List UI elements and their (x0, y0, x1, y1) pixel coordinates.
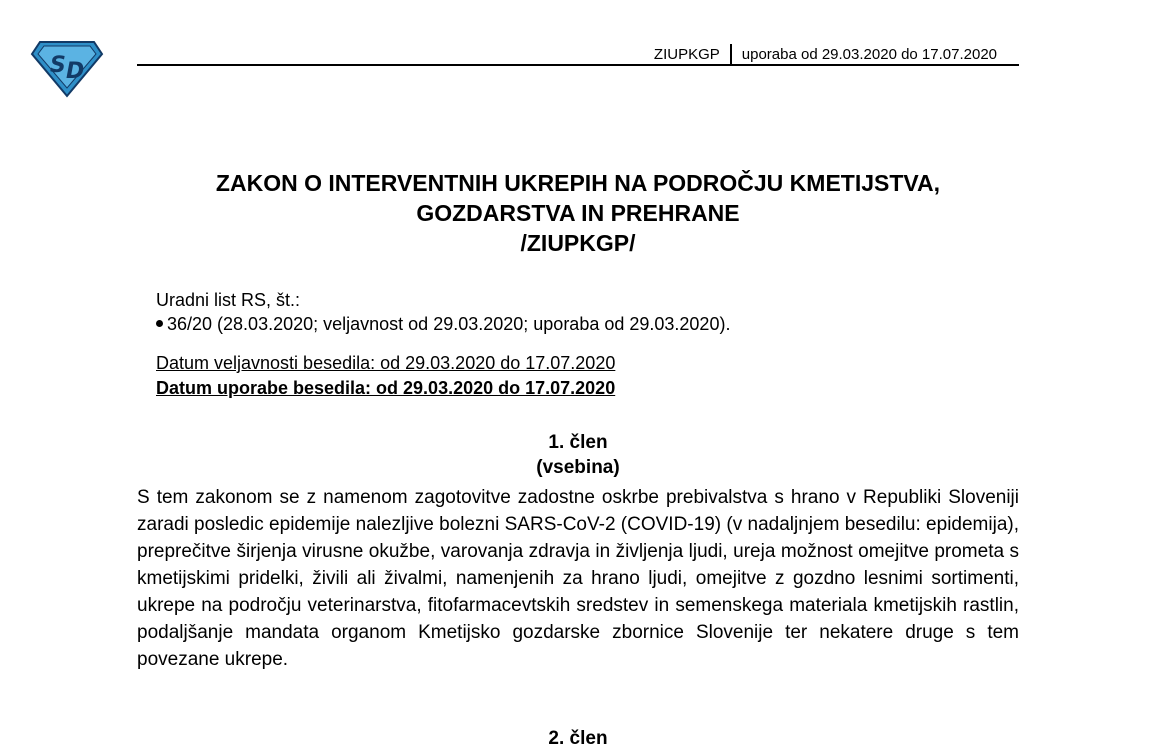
article-2-header (137, 726, 1019, 751)
gazette-label: Uradni list RS, št.: (156, 290, 301, 310)
article-number: 1. člen (548, 432, 608, 453)
usage-date: Datum uporabe besedila: od 29.03.2020 do 17.07.2020 (156, 378, 616, 398)
article-1-header (137, 430, 1019, 480)
title-line-2: GOZDARSTVA IN PREHRANE (416, 200, 740, 226)
logo-s: S (50, 53, 66, 78)
gazette-item (156, 312, 730, 336)
logo-d: D (66, 59, 85, 84)
header-rule (137, 64, 1019, 66)
header-separator (730, 44, 732, 64)
law-title (137, 168, 1019, 258)
article-number: 2. člen (548, 728, 608, 749)
gazette-block (156, 288, 730, 336)
validity-date: Datum veljavnosti besedila: od 29.03.2020 do 17.07.2020 (156, 353, 616, 373)
dates-block (156, 351, 615, 401)
title-abbrev: /ZIUPKGP/ (520, 230, 636, 256)
article-heading: (vsebina) (536, 457, 620, 478)
header-abbrev: ZIUPKGP (653, 45, 720, 63)
article-1-text: S tem zakonom se z namenom zagotovitve zadostne oskrbe prebivalstva s hrano v Republiki Sloveniji zaradi posledic epidemije nalezljive bolezni SARS-CoV-2 (COVID-19) (v nadaljnjem besedilu: epidemija), preprečitve širjenja virusne okužbe, varovanja zdravja in življenja ljudi, ureja možnost omejitve prometa s kmetijskimi pridelki, živili ali živalmi, namenjenih za hrano ljudi, omejitve z gozdno lesnimi sortimenti, ukrepe na področju veterinarstva, fitofarmacevtskih sredstev in semenskega materiala kmetijskih rastlin, podaljšanje mandata organom Kmetijsko gozdarske zbornice Slovenije ter nekatere druge s tem povezane ukrepe. (137, 487, 1019, 670)
gazette-item-text: 36/20 (28.03.2020; veljavnost od 29.03.2020; uporaba od 29.03.2020). (167, 314, 731, 334)
header-usage: uporaba od 29.03.2020 do 17.07.2020 (741, 45, 997, 63)
title-line-1: ZAKON O INTERVENTNIH UKREPIH NA PODROČJU KMETIJSTVA, (215, 170, 941, 196)
publisher-logo (30, 40, 104, 98)
running-header (654, 44, 997, 64)
bullet-icon (156, 320, 163, 327)
